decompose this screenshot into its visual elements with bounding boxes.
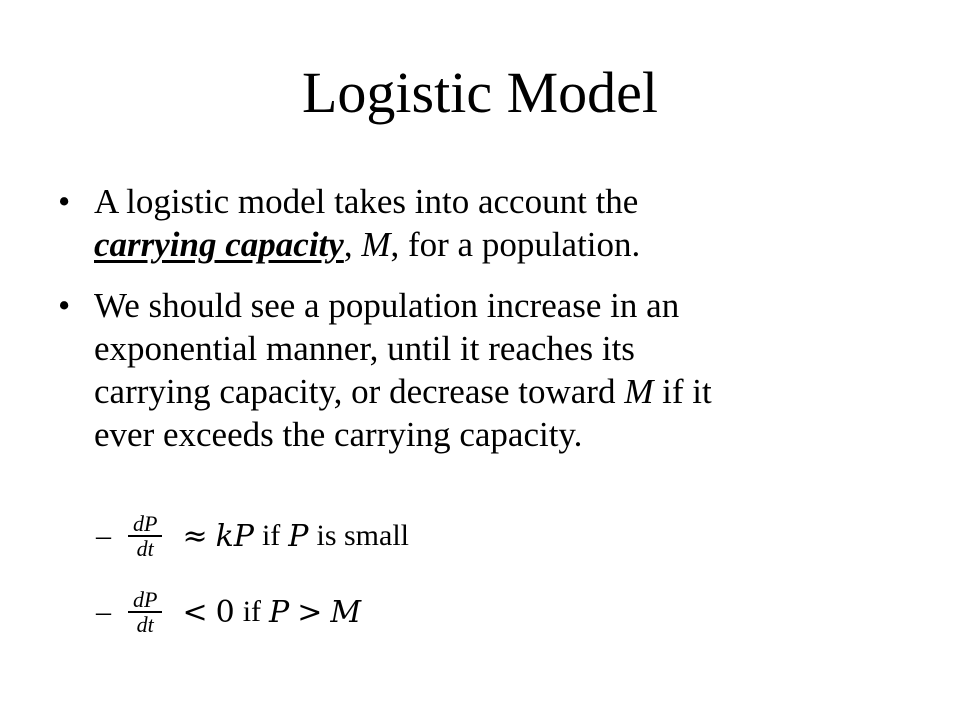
bullet-item-population-growth <box>54 284 914 456</box>
sub-bullet-dash: – <box>96 519 111 552</box>
bullet1-var-m: M <box>361 225 391 264</box>
less-than-symbol: < <box>182 594 208 630</box>
fraction-denominator: dt <box>136 612 154 637</box>
sub-bullet-dash: – <box>96 595 111 628</box>
derivative-fraction <box>128 588 162 636</box>
greater-than-symbol: > <box>297 594 323 630</box>
sub-bullet-exceeds-capacity <box>96 584 361 640</box>
var-p: P <box>288 518 309 554</box>
fraction-numerator: dP <box>128 588 162 613</box>
bullet-marker: • <box>58 182 71 221</box>
bullet2-line3a: carrying capacity, or decrease toward <box>94 372 625 411</box>
sub-bullet-small-population <box>96 508 417 564</box>
bullet1-comma: , <box>343 225 362 264</box>
bullet2-var-m: M <box>624 372 654 411</box>
if-word: if <box>242 595 262 628</box>
fraction-denominator: dt <box>136 536 154 561</box>
bullet2-line1: We should see a population increase in an <box>94 286 680 325</box>
bullet-marker: • <box>58 286 71 325</box>
approx-symbol: ≈ <box>182 518 208 554</box>
bullet1-line1: A logistic model takes into account the <box>94 182 639 221</box>
bullet1-rest: , for a population. <box>390 225 641 264</box>
zero-value: 0 <box>215 594 235 630</box>
if-word: if <box>261 519 281 552</box>
var-m: M <box>330 594 362 630</box>
is-small-text: is small <box>316 519 409 552</box>
bullet2-line4: ever exceeds the carrying capacity. <box>94 415 583 454</box>
derivative-fraction <box>128 512 162 560</box>
bullet2-line3b: if it <box>653 372 712 411</box>
bullet2-line2: exponential manner, until it reaches its <box>94 329 635 368</box>
bullet-list <box>54 180 914 456</box>
fraction-numerator: dP <box>128 512 162 537</box>
slide-title: Logistic Model <box>301 60 658 125</box>
expr-kp: kP <box>215 518 254 554</box>
bullet-item-carrying-capacity <box>54 180 914 266</box>
var-p: P <box>269 594 290 630</box>
carrying-capacity-term: carrying capacity <box>94 225 344 264</box>
